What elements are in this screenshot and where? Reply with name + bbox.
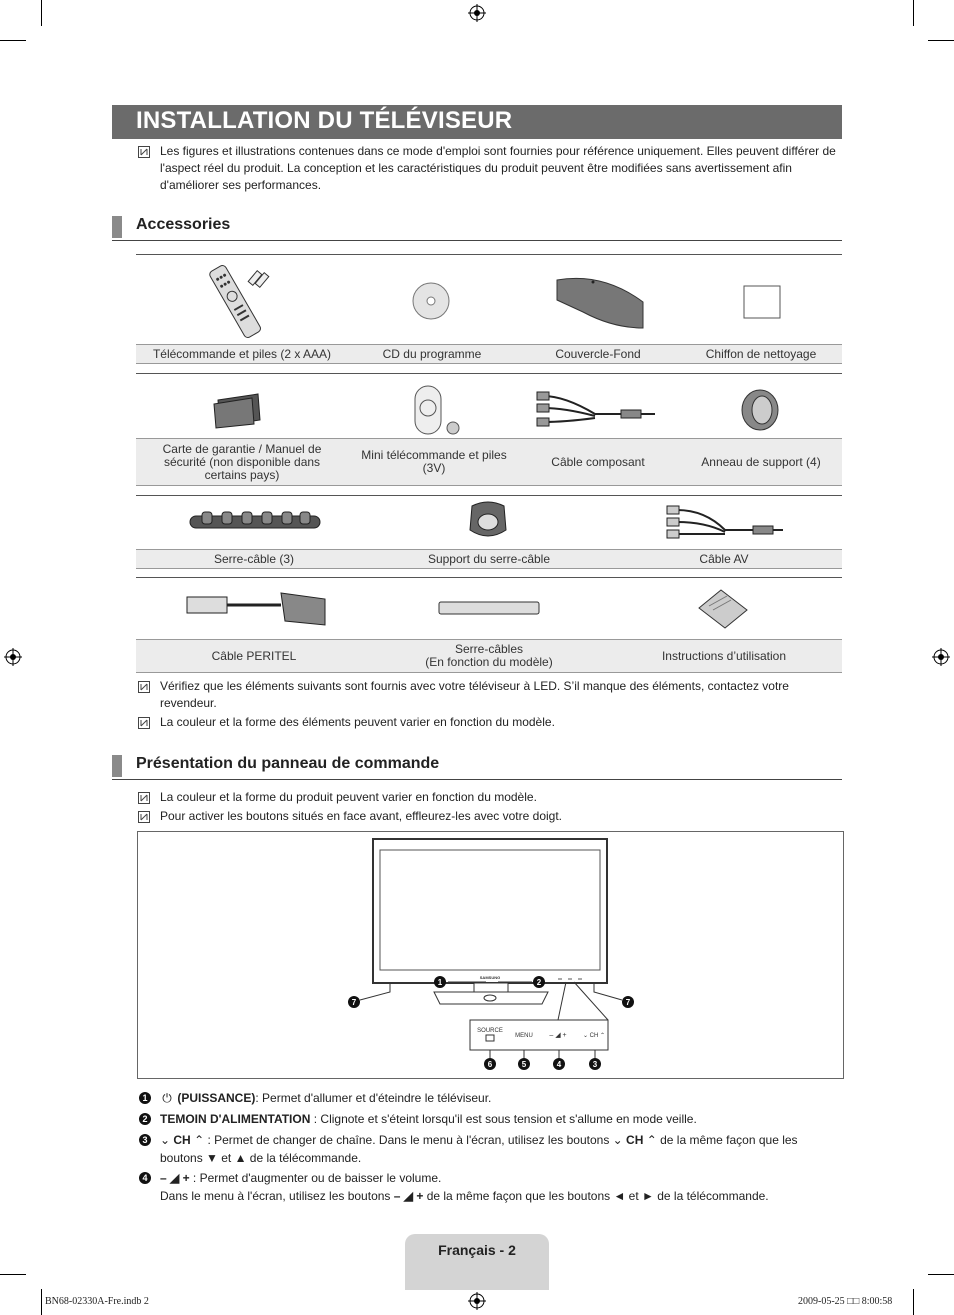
- item-power: [160, 1089, 840, 1107]
- crop-mark: [913, 1289, 914, 1315]
- svg-text:1: 1: [437, 978, 443, 987]
- accessory-label-line: Serre-câbles: [454, 642, 524, 656]
- accessory-image-remote: [196, 261, 276, 341]
- accessory-image-cd: [396, 273, 466, 329]
- svg-text:7: 7: [625, 998, 631, 1007]
- item-channel: [160, 1131, 840, 1167]
- accessory-label: Carte de garantie / Manuel de sécurité (non disponible dans certains pays): [162, 441, 322, 482]
- accessory-label-line: (En fonction du modèle): [425, 655, 553, 669]
- note-icon: [138, 811, 150, 823]
- chevron-up-icon: ⌃: [643, 1133, 661, 1147]
- accessories-row-3: [136, 495, 842, 568]
- cable-ties-icon: [437, 598, 541, 618]
- cleaning-cloth-icon: [742, 284, 782, 320]
- accessories-row-2: [136, 373, 842, 486]
- crop-mark: [0, 1274, 26, 1275]
- panel-note: Pour activer les boutons situés en face avant, effleurez-les avec votre doigt.: [160, 809, 562, 823]
- item-text: de la même façon que les: [660, 1133, 798, 1147]
- item-label: (PUISSANCE): [177, 1091, 256, 1105]
- accessory-label: Câble PERITEL: [211, 649, 297, 663]
- intro-note: Les figures et illustrations contenues dans ce mode d'emploi sont fournies pour référence uniquement. Elles peuvent différer de l'aspect réel du produit. La conception et les caractéristiques du produit peuvent être modifiées sans avertissement afin d'améliorer ses performances.: [160, 144, 836, 192]
- warranty-card-icon: [212, 390, 264, 430]
- accessory-image-warranty: [206, 386, 270, 434]
- scart-cable-icon: [185, 585, 329, 629]
- accessories-note: La couleur et la forme des éléments peuvent varier en fonction du modèle.: [160, 715, 555, 729]
- accessory-image-manual: [692, 586, 754, 632]
- item-text: : Permet de changer de chaîne. Dans le menu à l'écran, utilisez les boutons: [204, 1133, 610, 1147]
- accessory-label: Couvercle-Fond: [555, 347, 641, 361]
- page-footer-tab: [405, 1234, 549, 1290]
- section-marker: [112, 216, 122, 238]
- remote-control-icon: [196, 261, 276, 341]
- section-title: Accessories: [136, 216, 231, 233]
- support-ring-icon: [738, 388, 782, 432]
- mini-remote-icon: [403, 382, 463, 438]
- item-number: 4: [139, 1172, 151, 1184]
- accessory-image-cover: [550, 269, 650, 333]
- registration-mark-icon: [932, 648, 950, 666]
- note-icon: [138, 792, 150, 804]
- item-text: : Clignote et s'éteint lorsqu'il est sous tension et s'allume en mode veille.: [310, 1112, 697, 1126]
- note-icon: [138, 717, 150, 729]
- svg-text:5: 5: [521, 1060, 527, 1069]
- accessories-note: Vérifiez que les éléments suivants sont fournis avec votre téléviseur à LED. S’il manque des éléments, contactez votre revendeur.: [160, 679, 789, 710]
- section-title: Présentation du panneau de commande: [136, 755, 440, 772]
- accessory-image-cable-ties: [436, 596, 542, 620]
- item-number: 2: [139, 1113, 151, 1125]
- accessory-label: Instructions d’utilisation: [661, 649, 787, 663]
- item-text: : Permet d'augmenter ou de baisser le volume.: [189, 1171, 442, 1185]
- crop-mark: [928, 1274, 954, 1275]
- item-text: boutons ▼ et ▲ de la télécommande.: [160, 1151, 362, 1165]
- volume-button: – ◢ +: [549, 1032, 567, 1039]
- accessory-label: Support du serre-câble: [427, 552, 551, 566]
- cd-icon: [411, 281, 451, 321]
- print-slug-left: BN68-02330A-Fre.indb 2: [45, 1296, 149, 1307]
- accessory-label: Télécommande et piles (2 x AAA): [152, 347, 332, 361]
- section-heading-accessories: [112, 214, 842, 241]
- page-title-bar: [112, 105, 842, 139]
- accessory-image-mini-remote: [398, 380, 468, 440]
- accessory-image-cloth: [732, 279, 792, 325]
- accessory-image-av-cable: [662, 502, 792, 544]
- registration-mark-icon: [4, 648, 22, 666]
- accessory-image-cable-holder-support: [462, 498, 514, 546]
- item-label: CH: [626, 1133, 644, 1147]
- print-slug-right: 2009-05-25 □□ 8:00:58: [798, 1296, 893, 1307]
- item-number: 3: [139, 1134, 151, 1146]
- svg-text:3: 3: [592, 1060, 598, 1069]
- volume-icon: – ◢ +: [160, 1171, 190, 1185]
- av-cable-icon: [665, 504, 789, 542]
- chevron-down-icon: ⌄: [612, 1133, 627, 1147]
- accessory-image-support-ring: [730, 382, 790, 438]
- registration-mark-icon: [468, 1292, 486, 1310]
- registration-mark-icon: [468, 4, 486, 22]
- svg-text:2: 2: [536, 978, 542, 987]
- tv-front-illustration: [138, 832, 843, 1078]
- crop-mark: [41, 1289, 42, 1315]
- chevron-up-icon: ⌃: [190, 1133, 205, 1147]
- accessory-label: Mini télécommande et piles (3V): [361, 448, 507, 475]
- item-power-indicator: [160, 1110, 840, 1128]
- accessory-label: Serre-câble (3): [213, 552, 295, 566]
- cable-support-icon: [466, 500, 510, 544]
- item-volume: [160, 1169, 840, 1205]
- crop-mark: [0, 40, 26, 41]
- source-button: SOURCE: [477, 1028, 503, 1034]
- control-panel-diagram: [137, 831, 844, 1079]
- accessory-label: Anneau de support (4): [701, 455, 821, 469]
- item-number: 1: [139, 1092, 151, 1104]
- item-label: CH: [173, 1133, 191, 1147]
- note-icon: [138, 146, 150, 158]
- power-icon: ⏻: [162, 1091, 172, 1105]
- crop-mark: [928, 40, 954, 41]
- cable-holder-icon: [188, 510, 322, 532]
- section-marker: [112, 755, 122, 777]
- accessory-image-component-cable: [532, 384, 662, 436]
- page-title: INSTALLATION DU TÉLÉVISEUR: [136, 107, 513, 134]
- note-icon: [138, 681, 150, 693]
- panel-note: La couleur et la forme du produit peuvent varier en fonction du modèle.: [160, 790, 537, 804]
- volume-icon: – ◢ +: [393, 1189, 427, 1203]
- accessory-label: Câble AV: [699, 552, 749, 566]
- svg-text:4: 4: [556, 1060, 562, 1069]
- accessories-row-1: [136, 254, 842, 363]
- accessories-row-4: [136, 577, 842, 672]
- chevron-down-icon: ⌄: [160, 1133, 174, 1147]
- accessory-label: CD du programme: [382, 347, 482, 361]
- component-cable-icon: [535, 388, 659, 432]
- item-text: Dans le menu à l'écran, utilisez les boutons: [160, 1189, 391, 1203]
- manual-icon: [695, 588, 751, 630]
- crop-mark: [41, 0, 42, 26]
- crop-mark: [913, 0, 914, 26]
- item-text: : Permet d'allumer et d'éteindre le téléviseur.: [255, 1091, 492, 1105]
- accessory-image-scart-cable: [184, 584, 330, 630]
- svg-text:6: 6: [487, 1060, 493, 1069]
- brand-logo: SAMSUNG: [479, 975, 501, 980]
- svg-text:7: 7: [351, 998, 357, 1007]
- menu-button: MENU: [515, 1033, 533, 1039]
- item-label: TEMOIN D'ALIMENTATION: [160, 1112, 311, 1126]
- page-number: Français - 2: [438, 1242, 516, 1258]
- accessory-label: Câble composant: [551, 455, 645, 469]
- channel-button: ⌄ CH ⌃: [582, 1033, 606, 1039]
- accessory-image-cable-holder: [186, 506, 324, 536]
- stand-cover-icon: [553, 272, 647, 330]
- item-text: de la même façon que les boutons ◄ et ► de la télécommande.: [426, 1189, 769, 1203]
- section-heading-panel: [112, 753, 842, 780]
- accessory-label: [372, 640, 606, 672]
- accessory-label: Chiffon de nettoyage: [705, 347, 817, 361]
